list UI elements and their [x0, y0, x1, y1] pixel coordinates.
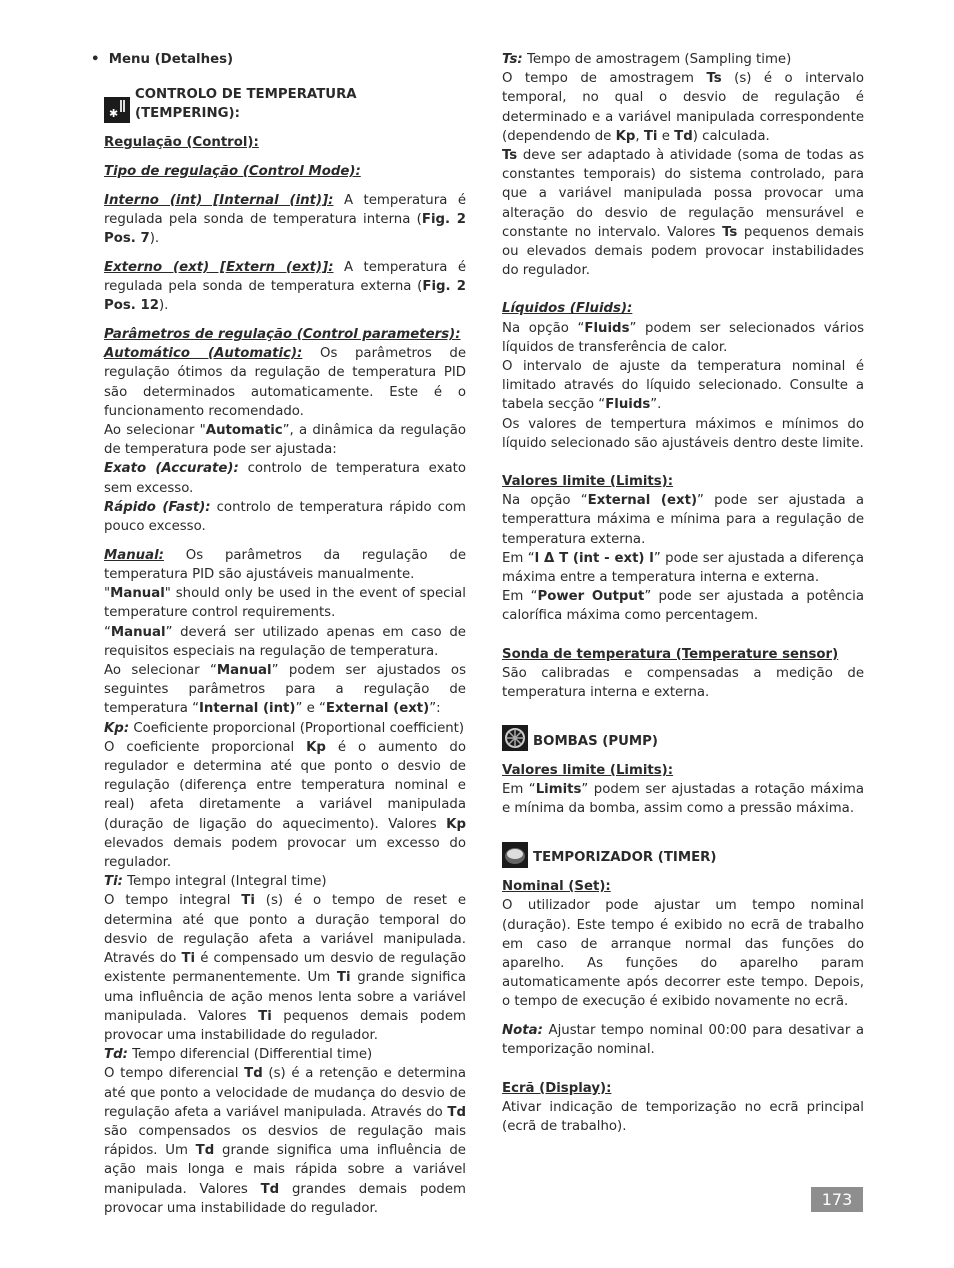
temperature-sensor-paragraph: São calibradas e compensadas a medição de temperatura interna e externa.	[502, 665, 864, 701]
ti-heading: Ti: Tempo integral (Integral time)	[104, 874, 327, 890]
manual-paragraph: Manual: Os parâmetros da regulação de temperatura PID são ajustáveis manualmente.	[104, 547, 466, 583]
fast-paragraph: Rápido (Fast): controlo de temperatura rápido com pouco excesso.	[104, 499, 467, 535]
timer-icon	[502, 842, 528, 868]
menu-heading: • Menu (Detalhes)	[91, 52, 234, 67]
menu-title: Menu (Detalhes)	[108, 52, 234, 67]
ts-paragraph: O tempo de amostragem Ts (s) é o intervalo temporal, no qual o desvio de regulação é determinado e a variável manipulada correspondente (dependendo de Kp, Ti e Td) calculada.	[502, 71, 864, 144]
pump-limits-paragraph: Em “Limits” podem ser ajustadas a rotação máxima e mínima da bomba, assim como a pressão máxima.	[502, 782, 864, 817]
pump-icon	[502, 725, 528, 751]
fluids-paragraph-3: Os valores de tempertura máximos e mínimos do líquido selecionado são ajustáveis dentro deste limite.	[502, 416, 864, 451]
limits-paragraph-1: Na opção “External (ext)” pode ser ajustada a temperattura máxima e mínima para a regulação de temperatura externa.	[502, 493, 865, 547]
ts-adapt-paragraph: Ts deve ser adaptado à atividade (soma de todas as constantes temporais) do sistema controlado, para que a variável manipulada possa provocar uma alteração do desvio de regulação mensurável e constante no intervalo. Valores Ts pequenos demais ou elevados demais podem provocar instabilidades do regulador.	[502, 148, 864, 279]
ti-paragraph: O tempo integral Ti (s) é o tempo de reset e determina até que ponto a duração temporal do desvio de regulação afeta a variável manipulada. Através do Ti é compensado um desvio de regulação existente permanentemente. Um Ti grande significa uma influência de ação menos lenta sobre a variável manipulada. Valores Ti pequenos demais podem provocar uma instabilidade do regulador.	[104, 893, 466, 1043]
ts-heading: Ts: Tempo de amostragem (Sampling time)	[502, 52, 792, 67]
limits-paragraph-3: Em “Power Output” pode ser ajustada a potência calorífica máxima como percentagem.	[502, 589, 864, 624]
internal-paragraph: Interno (int) [Internal (int)]: A temperatura é regulada pela sonda de temperatura interna (Fig. 2 Pos. 7).	[104, 192, 467, 246]
tempering-section-title: ✱ CONTROLO DE TEMPERATURA (TEMPERING):	[104, 85, 466, 123]
control-parameters-heading: Parâmetros de regulação (Control parameters):	[104, 327, 461, 342]
manual-selection-paragraph: Ao selecionar “Manual” podem ser ajustados os seguintes parâmetros para a regulação de temperatura “Internal (int)” e “External (ext)”:	[104, 663, 466, 717]
td-heading: Td: Tempo diferencial (Differential time)	[104, 1047, 373, 1063]
kp-heading: Kp: Coeficiente proporcional (Proportional coefficient)	[104, 720, 465, 736]
right-column	[502, 50, 864, 1136]
fluids-paragraph-1: Na opção “Fluids” podem ser selecionados vários líquidos de transferência de calor.	[502, 320, 865, 355]
external-paragraph: Externo (ext) [Extern (ext)]: A temperatura é regulada pela sonda de temperatura externa (Fig. 2 Pos. 12).	[104, 259, 466, 314]
manual-english-paragraph: "Manual" should only be used in the event of special temperature control requirements.	[104, 586, 466, 621]
pump-section-title: BOMBAS (PUMP)	[502, 725, 864, 751]
nota-paragraph: Nota: Ajustar tempo nominal 00:00 para desativar a temporização nominal.	[502, 1023, 864, 1058]
automatic-selection-paragraph: Ao selecionar "Automatic”, a dinâmica da regulação de temperatura pode ser ajustada:	[104, 423, 466, 458]
set-heading: Nominal (Set):	[502, 879, 611, 895]
temperature-sensor-heading: Sonda de temperatura (Temperature sensor)	[502, 646, 839, 662]
fluids-heading: Líquidos (Fluids):	[502, 301, 633, 317]
kp-paragraph: O coeficiente proporcional Kp é o aumento do regulador e determina até que ponto o desvio de regulação (diferença entre temperatura nominal e real) afeta diretamente a variável manipulada (duração de ligação do aquecimento). Valores Kp elevados demais podem provocar um excesso do regulador.	[104, 739, 466, 871]
td-paragraph: O tempo diferencial Td (s) é a retenção e determina até que ponto a velocidade de mudança do desvio de regulação afeta a variável manipulada. Através do Td são compensados os desvios de regulação mais rápidos. Um Td grande significa uma influência de ação mais longa e mais rápida sobre a variável manipulada. Valores Td grandes demais podem provocar uma instabilidade do regulador.	[104, 1066, 466, 1216]
accurate-paragraph: Exato (Accurate): controlo de temperatura exato sem excesso.	[104, 461, 466, 496]
automatic-paragraph: Automático (Automatic): Os parâmetros de regulação ótimos da regulação de temperatura PID são determinados automaticamente. Este é o funcionamento recomendado.	[104, 346, 467, 419]
fluids-paragraph-2: O intervalo de ajuste da temperatura nominal é limitado através do líquido selecionado. Consulte a tabela secção “Fluids”.	[502, 359, 864, 413]
left-column	[104, 50, 466, 1218]
display-heading: Ecrã (Display):	[502, 1080, 612, 1096]
tempering-icon	[104, 97, 130, 123]
page-number: 173	[811, 1187, 863, 1212]
regulacao-heading: Regulação (Control):	[104, 135, 259, 150]
svg-text:✱: ✱	[109, 107, 119, 121]
pump-limits-heading: Valores limite (Limits):	[502, 762, 674, 778]
set-paragraph: O utilizador pode ajustar um tempo nominal (duração). Este tempo é exibido no ecrã de trabalho em caso de arranque normal das funções do aparelho. As funções do aparelho param automaticamente após decorrer este tempo. Depois, o tempo de execução é exibido novamente no ecrã.	[502, 898, 864, 1010]
display-paragraph: Ativar indicação de temporização no ecrã principal (ecrã de trabalho).	[502, 1099, 864, 1134]
timer-section-title: TEMPORIZADOR (TIMER)	[502, 842, 864, 868]
limits-paragraph-2: Em “l Δ T (int - ext) l” pode ser ajustada a diferença máxima entre a temperatura interna e externa.	[502, 550, 864, 586]
manual-usage-paragraph: “Manual” deverá ser utilizado apenas em caso de requisitos especiais na regulação de temperatura.	[104, 624, 466, 659]
limits-heading: Valores limite (Limits):	[502, 474, 674, 490]
control-mode-heading: Tipo de regulação (Control Mode):	[104, 163, 361, 179]
